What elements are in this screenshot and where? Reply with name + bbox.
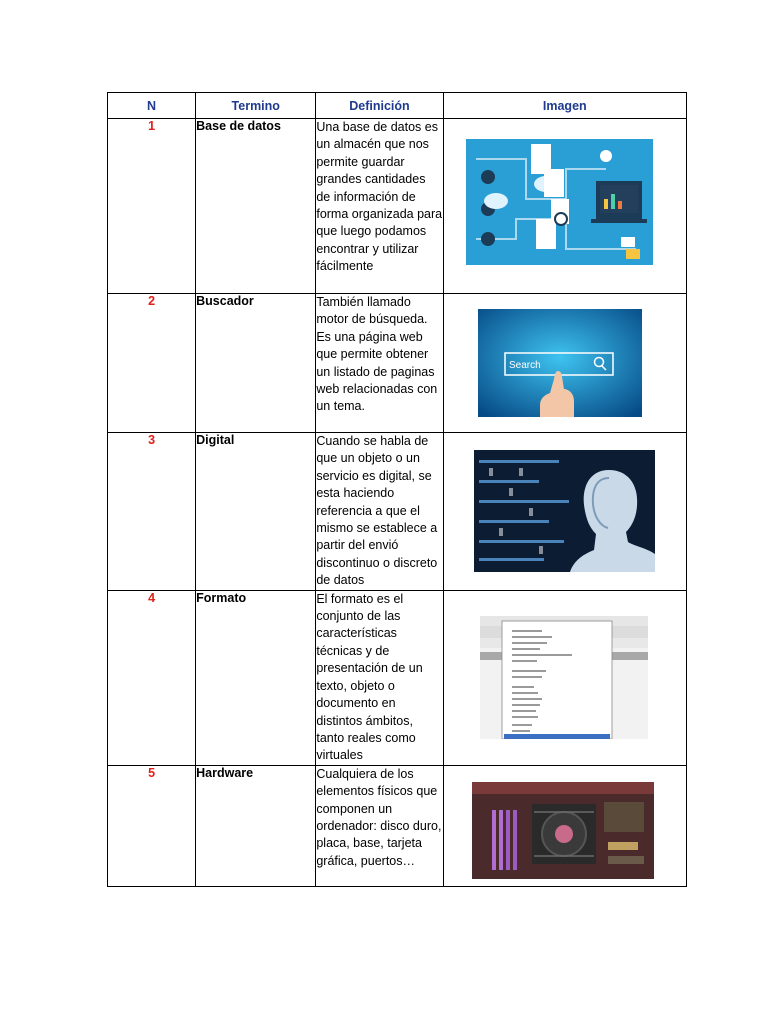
row-definition: Cualquiera de los elementos físicos que componen un ordenador: disco duro, placa, base, tarjeta gráfica, puertos… (316, 765, 443, 886)
row-term: Formato (196, 590, 316, 765)
table-row (108, 590, 687, 765)
row-definition: El formato es el conjunto de las características técnicas y de presentación de un texto, objeto o documento en distintos ámbitos, tanto reales como virtuales (316, 590, 443, 765)
table-row (108, 433, 687, 591)
row-number: 3 (108, 433, 196, 591)
row-term: Buscador (196, 294, 316, 433)
table-header-row (108, 93, 687, 119)
row-number: 2 (108, 294, 196, 433)
row-number: 5 (108, 765, 196, 886)
row-term: Digital (196, 433, 316, 591)
glossary-table (107, 92, 687, 887)
header-image: Imagen (443, 93, 686, 119)
row-term: Hardware (196, 765, 316, 886)
row-term: Base de datos (196, 119, 316, 294)
row-definition: Una base de datos es un almacén que nos permite guardar grandes cantidades de información de forma organizada para que luego podamos encontrar y utilizar fácilmente (316, 119, 443, 294)
table-row (108, 765, 687, 886)
header-term: Termino (196, 93, 316, 119)
database-illustration (466, 139, 653, 265)
search-label: Search (508, 360, 541, 371)
row-number: 4 (108, 590, 196, 765)
header-n: N (108, 93, 196, 119)
row-number: 1 (108, 119, 196, 294)
row-definition: También llamado motor de búsqueda. Es una página web que permite obtener un listado de paginas web relacionadas con un tema. (316, 294, 443, 433)
format-menu-screenshot (480, 616, 648, 739)
table-row (108, 294, 687, 433)
row-definition: Cuando se habla de que un objeto o un servicio es digital, se esta haciendo referencia a que el mismo se establece a partir del envió discontinuo o discreto de datos (316, 433, 443, 591)
header-definition: Definición (316, 93, 443, 119)
motherboard-photo (472, 782, 654, 879)
table-row (108, 119, 687, 294)
digital-human-illustration (474, 450, 655, 572)
search-bar-illustration (478, 309, 642, 417)
